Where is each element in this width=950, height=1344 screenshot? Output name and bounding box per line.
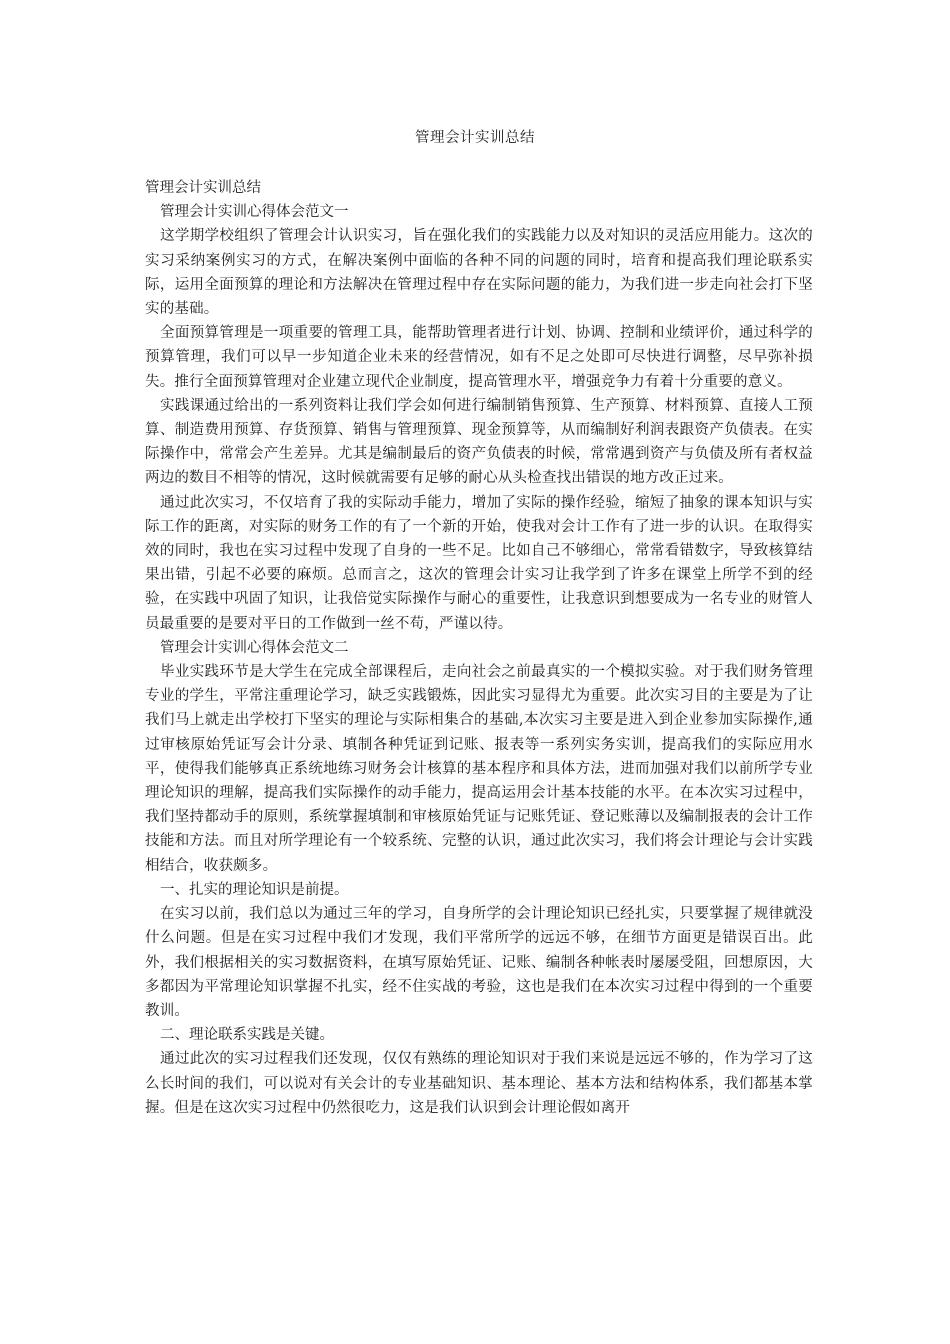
body-paragraph: 这学期学校组织了管理会计认识实习，旨在强化我们的实践能力以及对知识的灵活应用能力。这次的实习采纳案例实习的方式，在解决案例中面临的各种不同的问题的同时，培育和提高我们理论联系实际，运用全面预算的理论和方法解决在管理过程中存在实际问题的能力，为我们进一步走向社会打下坚实的基础。 <box>145 228 813 318</box>
body-paragraph: 在实习以前，我们总以为通过三年的学习，自身所学的会计理论知识已经扎实，只要掌握了规律就没什么问题。但是在实习过程中我们才发现，我们平常所学的远远不够，在细节方面更是错误百出。此外，我们根据相关的实习数据资料，在填写原始凭证、记账、编制各种帐表时屡屡受阻，回想原因，大多都因为平常理论知识掌握不扎实，经不住实战的考验，这也是我们在本次实习过程中得到的一个重要教训。 <box>145 906 813 1019</box>
subheading-point-two: 二、理论联系实践是关键。 <box>160 1027 334 1044</box>
document-body <box>145 176 813 1120</box>
subheading-sample-two: 管理会计实训心得体会范文二 <box>160 639 349 656</box>
document-title: 管理会计实训总结 <box>415 130 535 146</box>
section-heading: 管理会计实训总结 <box>145 180 261 196</box>
subheading-sample-one: 管理会计实训心得体会范文一 <box>160 204 349 221</box>
body-paragraph: 实践课通过给出的一系列资料让我们学会如何进行编制销售预算、生产预算、材料预算、直接人工预算、制造费用预算、存货预算、销售与管理预算、现金预算等，从而编制好利润表跟资产负债表。在实际操作中，常常会产生差异。尤其是编制最后的资产负债表的时候，常常遇到资产与负债及所有者权益两边的数目不相等的情况，这时候就需要有足够的耐心从头检查找出错误的地方改正过来。 <box>145 397 813 487</box>
body-paragraph: 通过此次实习，不仅培育了我的实际动手能力，增加了实际的操作经验，缩短了抽象的课本知识与实际工作的距离，对实际的财务工作的有了一个新的开始，使我对会计工作有了进一步的认识。在取得实效的同时，我也在实习过程中发现了自身的一些不足。比如自己不够细心，常常看错数字，导致核算结果出错，引起不必要的麻烦。总而言之，这次的管理会计实习让我学到了许多在课堂上所学不到的经验，在实践中巩固了知识，让我倍觉实际操作与耐心的重要性，让我意识到想要成为一名专业的财管人员最重要的是要对平日的工作做到一丝不苟，严谨以待。 <box>145 494 813 632</box>
subheading-point-one: 一、扎实的理论知识是前提。 <box>160 881 349 898</box>
body-paragraph: 通过此次的实习过程我们还发现，仅仅有熟练的理论知识对于我们来说是远远不够的，作为学习了这么长时间的我们，可以说对有关会计的专业基础知识、基本理论、基本方法和结构体系，我们都基本掌握。但是在这次实习过程中仍然很吃力，这是我们认识到会计理论假如离开 <box>145 1051 813 1116</box>
body-paragraph: 全面预算管理是一项重要的管理工具，能帮助管理者进行计划、协调、控制和业绩评价，通过科学的预算管理，我们可以早一步知道企业未来的经营情况，如有不足之处即可尽快进行调整，尽早弥补损失。推行全面预算管理对企业建立现代企业制度，提高管理水平，增强竞争力有着十分重要的意义。 <box>145 325 813 390</box>
body-paragraph: 毕业实践环节是大学生在完成全部课程后，走向社会之前最真实的一个模拟实验。对于我们财务管理专业的学生，平常注重理论学习，缺乏实践锻炼，因此实习显得尤为重要。此次实习目的主要是为了让我们马上就走出学校打下坚实的理论与实际相集合的基础,本次实习主要是进入到企业参加实际操作,通过审核原始凭证写会计分录、填制各种凭证到记账、报表等一系列实务实训，提高我们的实际应用水平，使得我们能够真正系统地练习财务会计核算的基本程序和具体方法，进而加强对我们以前所学专业理论知识的理解，提高我们实际操作的动手能力，提高运用会计基本技能的水平。在本次实习过程中，我们坚持都动手的原则，系统掌握填制和审核原始凭证与记账凭证、登记账薄以及编制报表的会计工作技能和方法。而且对所学理论有一个较系统、完整的认识，通过此次实习，我们将会计理论与会计实践相结合，收获颇多。 <box>145 664 813 874</box>
